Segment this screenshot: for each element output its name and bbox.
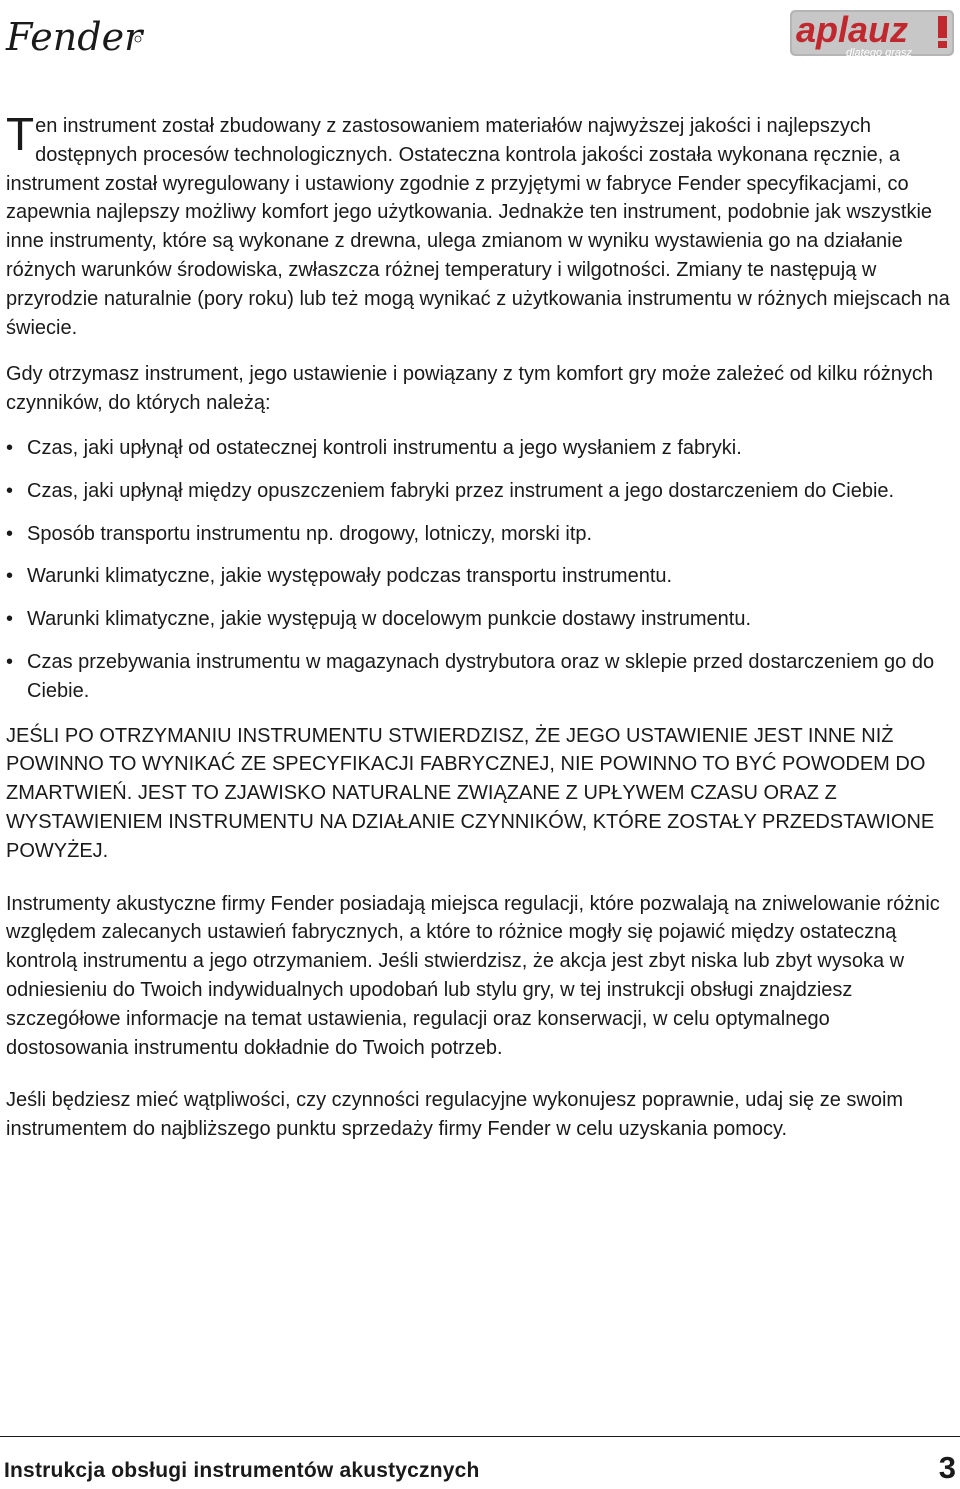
list-item-text: Czas, jaki upłynął między opuszczeniem fabryki przez instrument a jego dostarczeniem do Ciebie. bbox=[27, 479, 895, 502]
list-item-text: Warunki klimatyczne, jakie występowały podczas transportu instrumentu. bbox=[27, 565, 673, 588]
fender-logo bbox=[4, 6, 144, 64]
drop-cap: T bbox=[6, 108, 35, 160]
page-number: 3 bbox=[938, 1450, 956, 1485]
bullet-icon: • bbox=[6, 479, 14, 502]
footer-divider bbox=[0, 1436, 960, 1437]
document-body bbox=[6, 108, 954, 1144]
list-item-text: Czas, jaki upłynął od ostatecznej kontroli instrumentu a jego wysłaniem z fabryki. bbox=[27, 436, 742, 459]
factors-intro-paragraph: Gdy otrzymasz instrument, jego ustawienie i powiązany z tym komfort gry może zależeć od kilku różnych czynników, do których należą: bbox=[6, 363, 934, 415]
list-item-text: Warunki klimatyczne, jakie występują w docelowym punkcie dostawy instrumentu. bbox=[27, 608, 751, 631]
aplauz-logo bbox=[782, 6, 958, 62]
bullet-icon: • bbox=[6, 565, 14, 588]
list-item bbox=[6, 434, 954, 463]
list-item-text: Sposób transportu instrumentu np. drogowy, lotniczy, morski itp. bbox=[27, 522, 593, 545]
adjustment-paragraph: Instrumenty akustyczne firmy Fender posiadają miejsca regulacji, które pozwalają na zniwelowanie różnic względem zalecanych ustawień fabrycznych, a które to różnice mogły się pojawić między ostateczną kontrolą instrumentu a jego otrzymaniem. Jeśli stwierdzisz, że akcja jest zbyt niska lub zbyt wysoka w odniesieniu do Twoich indywidualnych upodobań lub stylu gry, w tej instrukcji obsługi znajdziesz szczegółowe informacje na temat ustawienia, regulacji oraz konserwacji, w celu optymalnego dostosowania instrumentu dokładnie do Twoich potrzeb. bbox=[6, 892, 940, 1059]
page-header bbox=[0, 0, 960, 70]
aplauz-tagline: dlatego grasz bbox=[846, 47, 913, 59]
help-paragraph: Jeśli będziesz mieć wątpliwości, czy czynności regulacyjne wykonujesz poprawnie, udaj się ze swoim instrumentem do najbliższego punktu sprzedaży firmy Fender w celu uzyskania pomocy. bbox=[6, 1089, 904, 1141]
bullet-icon: • bbox=[6, 650, 14, 673]
list-item bbox=[6, 477, 954, 506]
aplauz-logo-text: aplauz bbox=[796, 9, 909, 50]
bullet-icon: • bbox=[6, 436, 14, 459]
fender-logo-text: Fender bbox=[6, 15, 143, 59]
list-item bbox=[6, 520, 954, 549]
intro-paragraph bbox=[6, 108, 954, 342]
list-item bbox=[6, 562, 954, 591]
list-item-text: Czas przebywania instrumentu w magazynach dystrybutora oraz w sklepie przed dostarczeniem go do Ciebie. bbox=[27, 650, 935, 702]
list-item bbox=[6, 648, 954, 706]
caps-notice-paragraph: JEŚLI PO OTRZYMANIU INSTRUMENTU STWIERDZISZ, ŻE JEGO USTAWIENIE JEST INNE NIŻ POWINNO TO WYNIKAĆ ZE SPECYFIKACJI FABRYCZNEJ, NIE POWINNO TO BYĆ POWODEM DO ZMARTWIEŃ. JEST TO ZJAWISKO NATURALNE ZWIĄZANE Z UPŁYWEM CZASU ORAZ Z WYSTAWIENIEM INSTRUMENTU NA DZIAŁANIE CZYNNIKÓW, KTÓRE ZOSTAŁY PRZEDSTAWIONE POWYŻEJ. bbox=[6, 724, 935, 862]
intro-paragraph-text: en instrument został zbudowany z zastosowaniem materiałów najwyższej jakości i najlepszych dostępnych procesów technologicznych. Ostateczna kontrola jakości została wykonana ręcznie, a instrument został wyregulowany i ustawiony zgodnie z przyjętymi w fabryce Fender specyfikacjami, co zapewnia najlepszy możliwy komfort jego użytkowania. Jednakże ten instrument, podobnie jak wszystkie inne instrumenty, które są wykonane z drewna, ulega zmianom w wyniku wystawienia go na działanie różnych warunków środowiska, zwłaszcza różnej temperatury i wilgotności. Zmiany te następują w przyrodzie naturalnie (pory roku) lub też mogą wynikać z użytkowania instrumentu w różnych miejscach na świecie. bbox=[6, 115, 950, 339]
bullet-icon: • bbox=[6, 608, 14, 631]
bullet-icon: • bbox=[6, 522, 14, 545]
footer-title: Instrukcja obsługi instrumentów akustycznych bbox=[4, 1459, 480, 1482]
list-item bbox=[6, 605, 954, 634]
factors-list bbox=[6, 434, 954, 706]
